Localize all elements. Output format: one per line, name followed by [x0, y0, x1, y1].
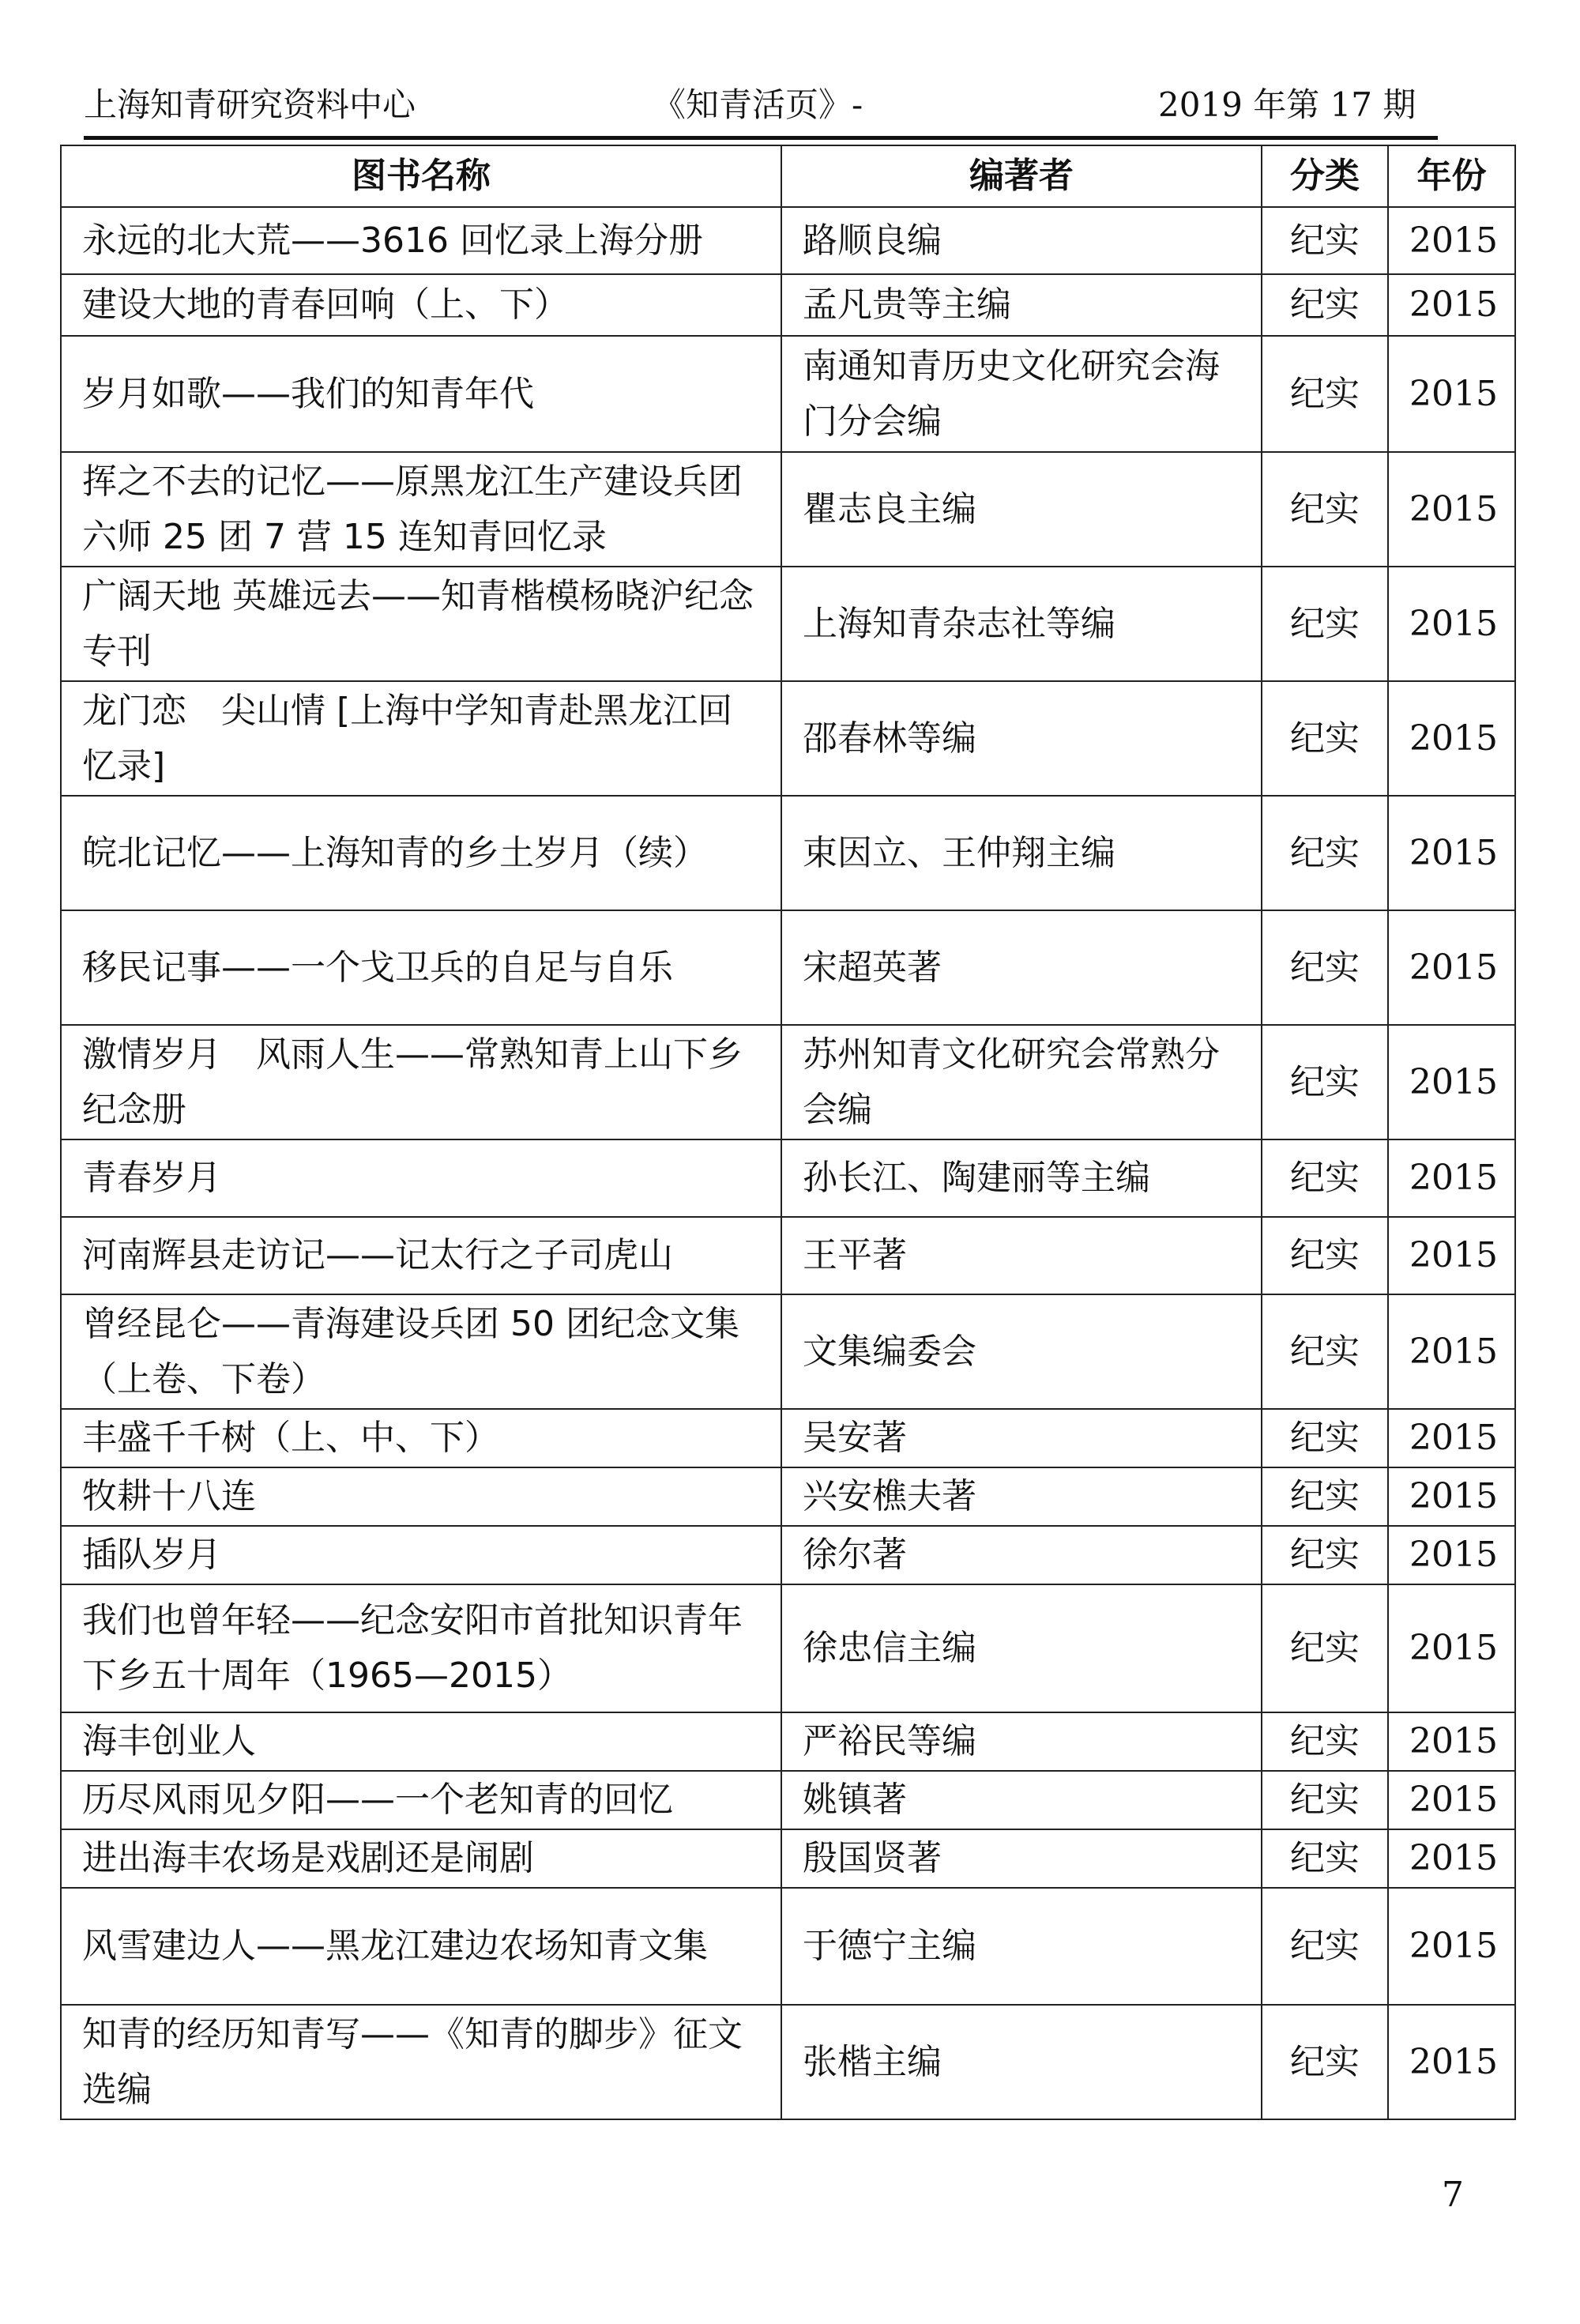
book-author: 孙长江、陶建丽等主编: [781, 1139, 1262, 1217]
book-author: 徐尔著: [781, 1526, 1262, 1584]
book-category: 纪实: [1262, 1467, 1388, 1526]
table-row: [61, 1829, 1515, 1888]
book-title: 移民记事——一个戈卫兵的自足与自乐: [61, 910, 781, 1025]
table-row: [61, 681, 1515, 796]
book-table: [60, 145, 1516, 2120]
column-header-year: 年份: [1388, 145, 1515, 207]
book-category: 纪实: [1262, 1584, 1388, 1712]
table-row: [61, 567, 1515, 681]
book-title: 岁月如歌——我们的知青年代: [61, 336, 781, 452]
table-row: [61, 796, 1515, 910]
book-author: 吴安著: [781, 1409, 1262, 1467]
table-row: [61, 1526, 1515, 1584]
book-author: 邵春林等编: [781, 681, 1262, 796]
book-author: 孟凡贵等主编: [781, 274, 1262, 336]
table-row: [61, 452, 1515, 567]
table-row: [61, 910, 1515, 1025]
book-author: 王平著: [781, 1217, 1262, 1294]
book-author: 于德宁主编: [781, 1888, 1262, 2005]
book-year: 2015: [1388, 910, 1515, 1025]
book-title: 历尽风雨见夕阳——一个老知青的回忆: [61, 1771, 781, 1829]
book-author: 徐忠信主编: [781, 1584, 1262, 1712]
header-issue: 2019 年第 17 期: [1158, 85, 1416, 124]
book-year: 2015: [1388, 274, 1515, 336]
book-title: 牧耕十八连: [61, 1467, 781, 1526]
column-header-author: 编著者: [781, 145, 1262, 207]
book-title: 知青的经历知青写——《知青的脚步》征文选编: [61, 2005, 781, 2119]
book-author: 南通知青历史文化研究会海门分会编: [781, 336, 1262, 452]
book-title: 河南辉县走访记——记太行之子司虎山: [61, 1217, 781, 1294]
page-number: 7: [1442, 2175, 1464, 2215]
table-row: [61, 1409, 1515, 1467]
table-row: [61, 1217, 1515, 1294]
page-header: [84, 77, 1427, 133]
table-row: [61, 274, 1515, 336]
book-title: 广阔天地 英雄远去——知青楷模杨晓沪纪念专刊: [61, 567, 781, 681]
book-title: 皖北记忆——上海知青的乡土岁月（续）: [61, 796, 781, 910]
book-year: 2015: [1388, 1467, 1515, 1526]
book-author: 路顺良编: [781, 207, 1262, 274]
book-year: 2015: [1388, 207, 1515, 274]
book-year: 2015: [1388, 1771, 1515, 1829]
book-category: 纪实: [1262, 1888, 1388, 2005]
book-year: 2015: [1388, 1888, 1515, 2005]
book-category: 纪实: [1262, 1829, 1388, 1888]
table-row: [61, 1467, 1515, 1526]
book-year: 2015: [1388, 1409, 1515, 1467]
book-year: 2015: [1388, 796, 1515, 910]
book-category: 纪实: [1262, 1217, 1388, 1294]
book-title: 丰盛千千树（上、中、下）: [61, 1409, 781, 1467]
book-category: 纪实: [1262, 1526, 1388, 1584]
book-title: 挥之不去的记忆——原黑龙江生产建设兵团六师 25 团 7 营 15 连知青回忆录: [61, 452, 781, 567]
table-row: [61, 2005, 1515, 2119]
book-category: 纪实: [1262, 796, 1388, 910]
table-header-row: [61, 145, 1515, 207]
table-row: [61, 1294, 1515, 1409]
book-title: 进出海丰农场是戏剧还是闹剧: [61, 1829, 781, 1888]
book-year: 2015: [1388, 1217, 1515, 1294]
book-category: 纪实: [1262, 1771, 1388, 1829]
book-year: 2015: [1388, 452, 1515, 567]
book-category: 纪实: [1262, 681, 1388, 796]
book-author: 束因立、王仲翔主编: [781, 796, 1262, 910]
book-category: 纪实: [1262, 207, 1388, 274]
book-category: 纪实: [1262, 336, 1388, 452]
book-author: 严裕民等编: [781, 1712, 1262, 1771]
book-author: 上海知青杂志社等编: [781, 567, 1262, 681]
column-header-category: 分类: [1262, 145, 1388, 207]
book-year: 2015: [1388, 1712, 1515, 1771]
book-category: 纪实: [1262, 910, 1388, 1025]
book-year: 2015: [1388, 1584, 1515, 1712]
table-row: [61, 1888, 1515, 2005]
book-author: 殷国贤著: [781, 1829, 1262, 1888]
header-publication: 《知青活页》-: [653, 85, 863, 124]
book-category: 纪实: [1262, 452, 1388, 567]
book-year: 2015: [1388, 1829, 1515, 1888]
book-category: 纪实: [1262, 1025, 1388, 1139]
book-year: 2015: [1388, 567, 1515, 681]
book-title: 风雪建边人——黑龙江建边农场知青文集: [61, 1888, 781, 2005]
book-year: 2015: [1388, 1526, 1515, 1584]
book-author: 兴安樵夫著: [781, 1467, 1262, 1526]
table-row: [61, 1025, 1515, 1139]
book-title: 插队岁月: [61, 1526, 781, 1584]
book-year: 2015: [1388, 336, 1515, 452]
book-year: 2015: [1388, 1139, 1515, 1217]
table-row: [61, 1139, 1515, 1217]
book-year: 2015: [1388, 2005, 1515, 2119]
table-row: [61, 336, 1515, 452]
header-org: 上海知青研究资料中心: [84, 85, 416, 124]
book-author: 姚镇著: [781, 1771, 1262, 1829]
book-title: 海丰创业人: [61, 1712, 781, 1771]
book-author: 张楷主编: [781, 2005, 1262, 2119]
book-category: 纪实: [1262, 1409, 1388, 1467]
book-title: 曾经昆仑——青海建设兵团 50 团纪念文集（上卷、下卷）: [61, 1294, 781, 1409]
book-title: 建设大地的青春回响（上、下）: [61, 274, 781, 336]
book-category: 纪实: [1262, 567, 1388, 681]
table-row: [61, 1712, 1515, 1771]
book-author: 宋超英著: [781, 910, 1262, 1025]
table-row: [61, 207, 1515, 274]
book-title: 激情岁月 风雨人生——常熟知青上山下乡纪念册: [61, 1025, 781, 1139]
book-title: 龙门恋 尖山情 [上海中学知青赴黑龙江回忆录]: [61, 681, 781, 796]
book-category: 纪实: [1262, 274, 1388, 336]
book-year: 2015: [1388, 681, 1515, 796]
book-category: 纪实: [1262, 1294, 1388, 1409]
book-category: 纪实: [1262, 1139, 1388, 1217]
column-header-title: 图书名称: [61, 145, 781, 207]
book-title: 我们也曾年轻——纪念安阳市首批知识青年下乡五十周年（1965—2015）: [61, 1584, 781, 1712]
book-author: 苏州知青文化研究会常熟分会编: [781, 1025, 1262, 1139]
table-row: [61, 1584, 1515, 1712]
book-category: 纪实: [1262, 1712, 1388, 1771]
header-rule: [84, 136, 1438, 140]
book-year: 2015: [1388, 1294, 1515, 1409]
book-year: 2015: [1388, 1025, 1515, 1139]
table-row: [61, 1771, 1515, 1829]
book-author: 瞿志良主编: [781, 452, 1262, 567]
book-category: 纪实: [1262, 2005, 1388, 2119]
book-title: 青春岁月: [61, 1139, 781, 1217]
book-author: 文集编委会: [781, 1294, 1262, 1409]
book-title: 永远的北大荒——3616 回忆录上海分册: [61, 207, 781, 274]
